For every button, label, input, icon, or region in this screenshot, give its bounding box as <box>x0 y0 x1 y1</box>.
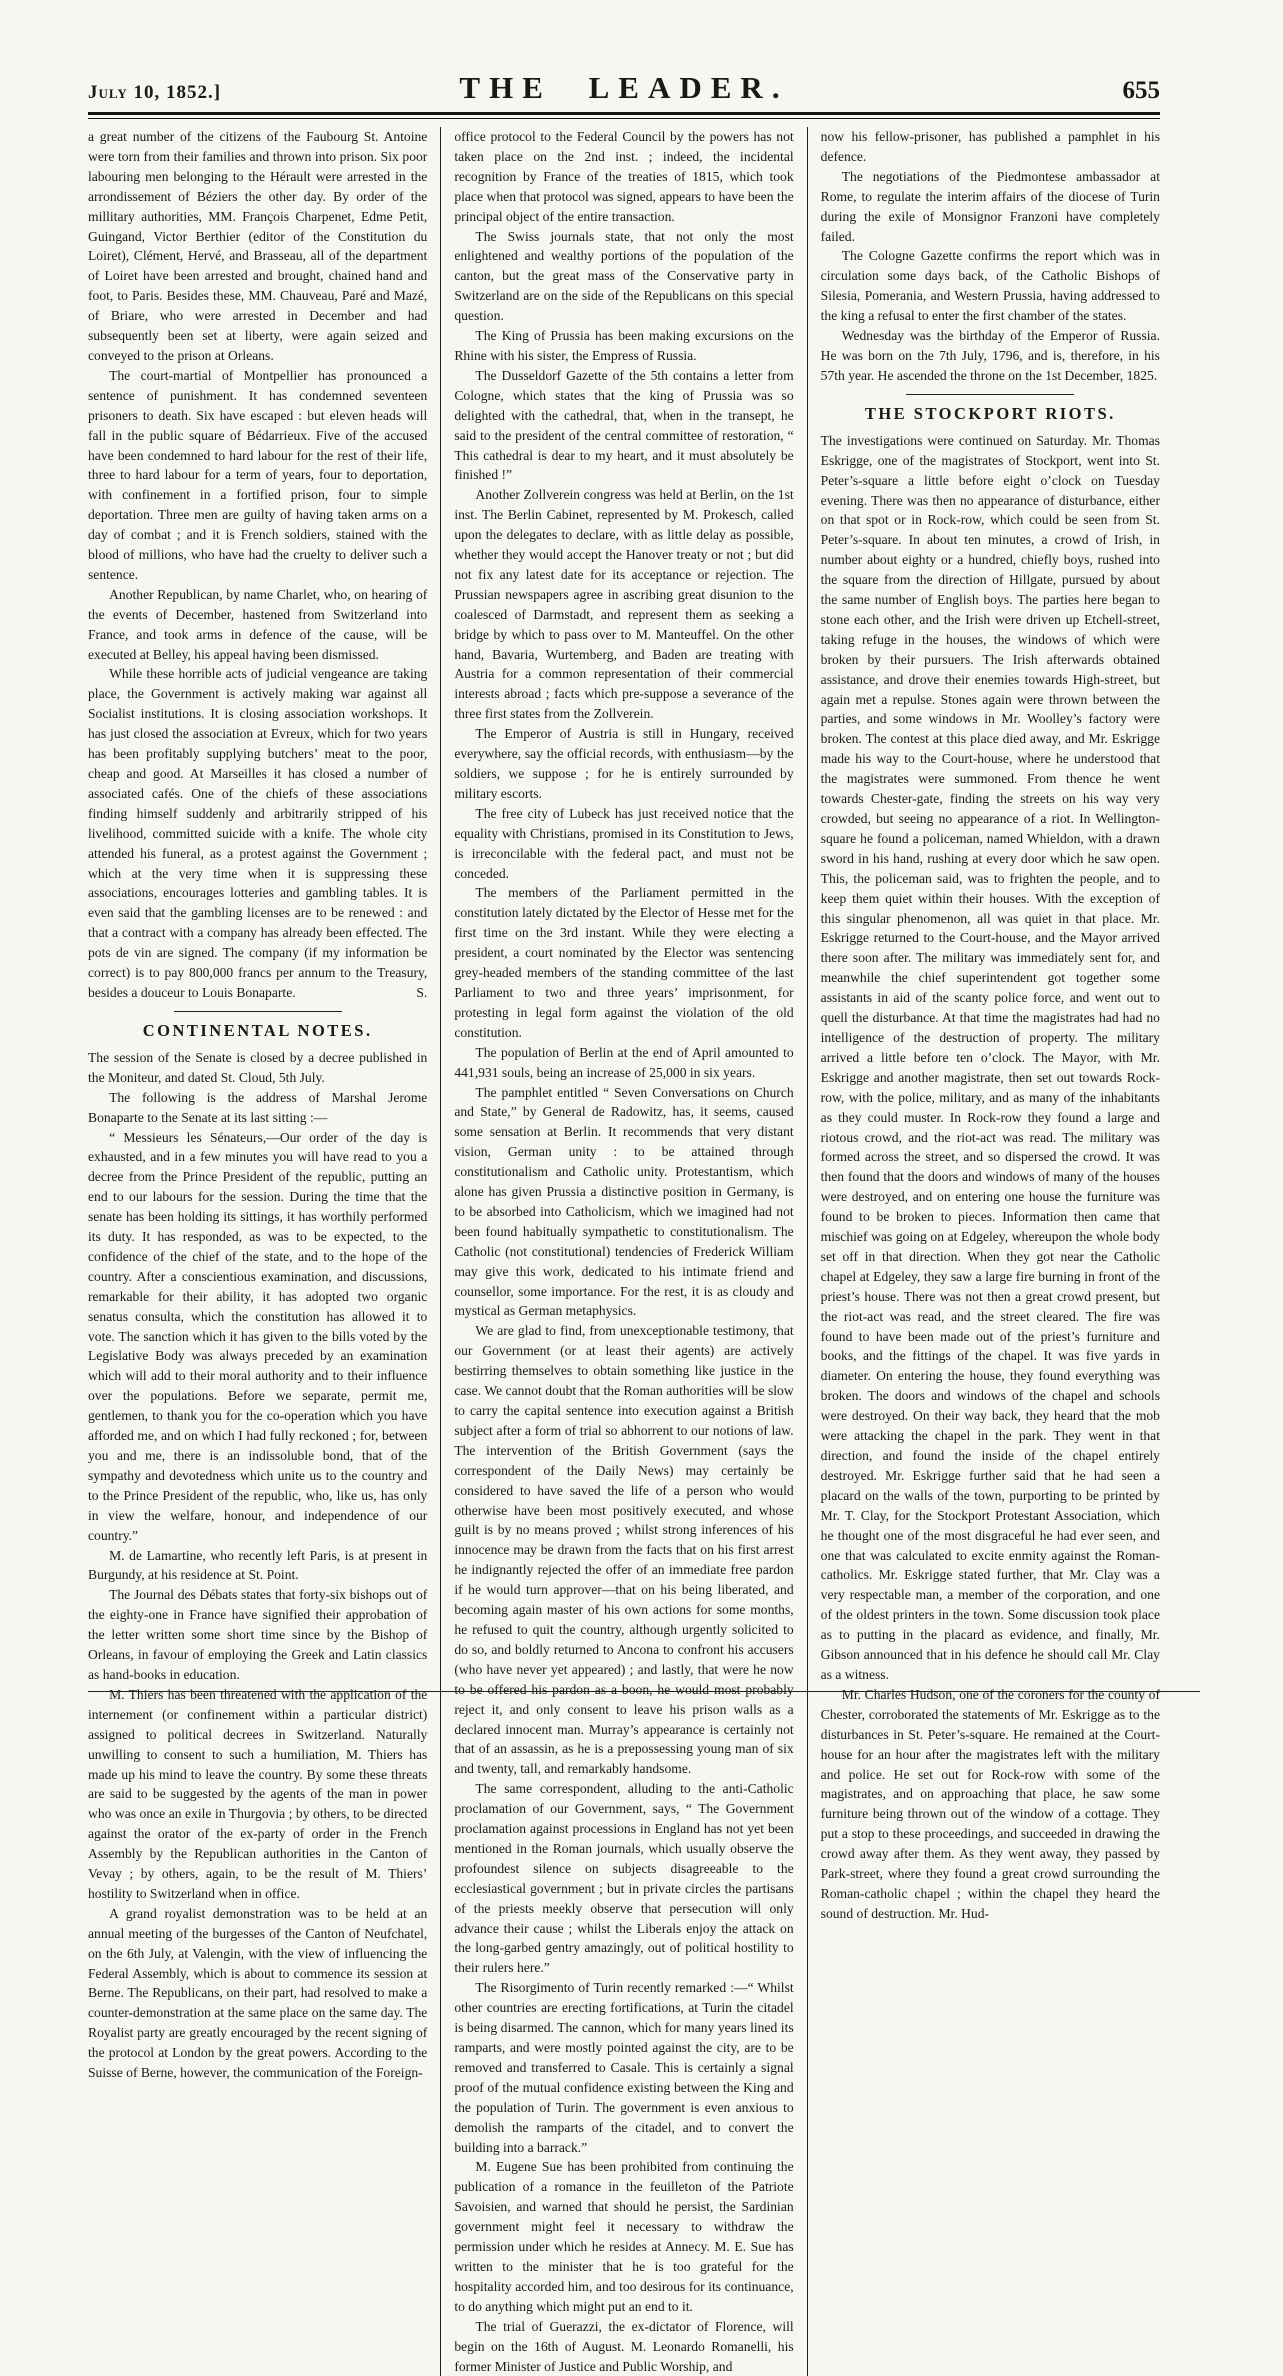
section-divider <box>906 394 1074 395</box>
paragraph-text: A grand royalist demonstration was to be held at an annual meeting of the burgesses of the Canton of Neufchatel, on the 6th July, at Valengin, with the view of influencing the Federal Assembly, which is about to commence its session at Berne. The Republicans, on their part, had resolved to make a counter-demonstration at the same place on the same day. The Royalist party are greatly encouraged by the recent signing of the protocol at London by the great powers. According to the Suisse of Berne, however, the communication of the Foreign- <box>88 1905 428 2081</box>
paragraph-text: The members of the Parliament permitted in the constitution lately dictated by the Elector of Hesse met for the first time on the 3rd instant. While they were electing a president, a court nominated by the Elector was sentencing grey-headed members of the standing committee of the last Parliament to two and three years’ imprisonment, for protesting in legal form against the violation of the old constitution. <box>454 885 794 1040</box>
article-paragraph <box>454 1779 793 1978</box>
article-paragraph <box>88 366 427 585</box>
article-paragraph <box>88 1685 427 1904</box>
paragraph-text: The free city of Lubeck has just received notice that the equality with Christians, promised in its Constitution to Jews, is irreconcilable with the federal pact, and must not be conceded. <box>454 805 794 881</box>
column-3 <box>807 127 1160 2376</box>
article-paragraph <box>454 366 793 485</box>
section-heading <box>821 404 1160 424</box>
article-paragraph <box>454 326 793 366</box>
column-1 <box>88 127 440 2376</box>
paragraph-text: The Dusseldorf Gazette of the 5th contains a letter from Cologne, which states that the king of Prussia was so delighted with the cathedral, that, when in the transept, he said to the president of the central committee of restoration, “ This cathedral is dear to my heart, and it must absolutely be finished !” <box>454 367 794 483</box>
columns-container <box>88 127 1160 2376</box>
paragraph-text: “ Messieurs les Sénateurs,—Our order of the day is exhausted, and in a few minutes you will have read to you a decree from the Prince President of the republic, putting an end to our labours for the session. During the time that the senate has been holding its sittings, it has worthily performed its duty. It has responded, as was to be expected, to the confidence of the chief of the state, and to the hope of the country. After a conscientious examination, and discussions, remarkable for their ability, it has adopted two organic senatus consulta, which the constitution has allowed it to vote. The sanction which it has given to the bills voted by the Legislative Body was always preceded by an examination which will add to their moral authority and to their influence over the populations. Before we separate, permit me, gentlemen, to thank you for the co-operation which you have afforded me, and on which I had fully reckoned ; for, between you and me, there is an indissoluble bond, that of the sympathy and devotedness which unite us to the country and to the Prince President of the republic, who, like us, has only in view the welfare, honour, and independence of our country.” <box>88 1129 428 1543</box>
paper-title: THE LEADER. <box>459 70 789 105</box>
article-paragraph <box>821 246 1160 326</box>
article-paragraph <box>454 883 793 1042</box>
paragraph-text: M. Thiers has been threatened with the application of the internement (or confinement within a particular district) assigned to political decrees in Switzerland. Naturally unwilling to consent to such a humiliation, M. Thiers has made up his mind to leave the country. By some these threats are said to be suggested by the agents of the man in power who was once an exile in Thurgovia ; by others, to be directed against the orator of the ex-party of order in the French Assembly by the Republican authorities in the Canton of Vevay ; by others, again, to be the result of M. Thiers’ hostility to Switzerland when in office. <box>88 1686 428 1901</box>
article-paragraph <box>821 326 1160 386</box>
article-paragraph <box>454 1043 793 1083</box>
paragraph-text: While these horrible acts of judicial vengeance are taking place, the Government is actively making war against all Socialist institutions. It is closing association workshops. It has just closed the association at Evreux, which for two years has been profitably supplying butchers’ meat to the poor, cheap and good. At Marseilles it has closed a number of associated cafés. One of the chiefs of these associations finding himself suddenly and arbitrarily stripped of his livelihood, committed suicide with a knife. The whole city attended his funeral, as a protest against the Government ; which at the very time when it is suppressing these associations, encourages lotteries and gambling tables. It is even said that the gambling licenses are to be renewed : and that a contract with a company has already been effected. The pots de vin are signed. The company (if my information be correct) is to pay 800,000 francs per annum to the Treasury, besides a douceur to Louis Bonaparte. <box>88 666 428 1000</box>
paragraph-text: We are glad to find, from unexceptionable testimony, that our Government (or at least their agents) are actively bestirring themselves to obtain something like justice in the case. We cannot doubt that the Roman authorities will be slow to carry the capital sentence into execution against a British subject after a form of trial so abhorrent to our notions of law. The intervention of the British Government (says the correspondent of the Daily News) may certainly be considered to have saved the life of a person who would otherwise have been most positively executed, and whose guilt is by no means proved ; whilst strong inferences of his innocence may be drawn from the facts that on his first arrest he indignantly rejected the offer of an immediate free pardon if he would turn approver—that on his being liberated, and becoming again master of his own actions for some months, he refused to quit the country, although urgently solicited to do so, and boldly returned to Ancona to confront his accusers (who have never yet appeared) ; and lastly, that were he now to be offered his pardon as a boon, he would most probably reject it, and only consent to leave his prison walls as a declared innocent man. Murray’s appearance is certainly not that of an assassin, as he is a prepossessing young man of six and twenty, tall, and remarkably handsome. <box>454 1323 794 1777</box>
author-initial: S. <box>416 984 428 1000</box>
paragraph-text: The negotiations of the Piedmontese ambassador at Rome, to regulate the interim affairs of the diocese of Turin during the exile of Monsignor Franzoni have completely failed. <box>820 168 1160 244</box>
article-paragraph <box>454 1321 793 1779</box>
paragraph-text: Another Zollverein congress was held at Berlin, on the 1st inst. The Berlin Cabinet, represented by M. Prokesch, called upon the delegates to declare, with as little delay as possible, whether they would accept the Hanover treaty or not ; but did not fix any latest date for its acceptance or rejection. The Prussian newspapers agree in ascribing great disunion to the coalesced of Darmstadt, and represent them as seeking a bridge by which to pass over to M. Manteuffel. On the other hand, Bavaria, Wurtemberg, and Baden are treating with Austria for a common representation of their commercial interests abroad ; facts which pre-suppose a severance of the three first states from the Zollverein. <box>454 487 794 722</box>
paragraph-text: The Emperor of Austria is still in Hungary, received everywhere, say the official records, with enthusiasm—by the soldiers, we suppose ; for he is entirely surrounded by military escorts. <box>454 726 794 801</box>
issue-date: July 10, 1852.] <box>88 82 222 103</box>
article-paragraph <box>821 1685 1160 1924</box>
paragraph-text: The Swiss journals state, that not only the most enlightened and wealthy portions of the population of the canton, but the great mass of the Conservative party in Switzerland are on the side of the Republicans on this special question. <box>454 228 794 324</box>
paragraph-text: Another Republican, by name Charlet, who, on hearing of the events of December, hastened from Switzerland into France, and took arms in defence of the cause, will be executed at Belley, his appeal having been dismissed. <box>88 586 428 662</box>
column-2 <box>440 127 806 2376</box>
article-paragraph <box>88 1088 427 1128</box>
article-paragraph <box>88 664 427 1002</box>
paragraph-text: a great number of the citizens of the Faubourg St. Antoine were torn from their families and thrown into prison. Six poor labouring men belonging to the Hérault were arrested in the arrondissement of Béziers the other day. By order of the millitary authorities, MM. François Charpenet, Edme Petit, Guingand, Victor Berthier (editor of the Constitution du Loiret), Clément, Hervé, and Brasseau, all of the department of Loiret have been arrested and brought, chained hand and foot, to Paris. Besides these, MM. Chauveau, Paré and Mazé, of Briare, who were arrested in December and had subsequently been set at liberty, were again seized and conveyed to the prison at Orleans. <box>88 129 428 363</box>
page-inner <box>88 0 1160 2376</box>
masthead-rule <box>88 112 1160 119</box>
paragraph-text: M. Eugene Sue has been prohibited from continuing the publication of a romance in the feuilleton of the Patriote Savoisien, and warned that should he persist, the Sardinian government might feel it necessary to withdraw the permission under which he resides at Annecy. M. E. Sue has written to the minister that he is too grateful for the hospitality accorded him, and too desirous for its continuance, to do anything which might put an end to it. <box>454 2159 794 2314</box>
article-paragraph <box>454 1978 793 2157</box>
paragraph-text: The investigations were continued on Saturday. Mr. Thomas Eskrigge, one of the magistrates of Stockport, went into St. Peter’s-square a little before eight o’clock on Tuesday evening. There was then no appearance of disturbance, either on that spot or in Rock-row, which could be seen from St. Peter’s-square. In about ten minutes, a crowd of Irish, in number about eighty or a hundred, chiefly boys, rushed into the square from the direction of Hillgate, pursued by about the same number of English boys. The parties here began to stone each other, and the Irish were driven up Etchell-street, taking refuge in the houses, the windows of which were broken by their pursuers. The Irish afterwards obtained assistance, and drove their enemies towards High-street, but again met a repulse. Stones again were thrown between the parties, and some windows in Mr. Woolley’s factory were broken. The contest at this place died away, and Mr. Eskrigge made his way to the Court-house, where he understood that the magistrates were summoned. From thence he went towards Chester-gate, finding the streets on his way very crowded, but seeing no appearance of a riot. In Wellington-square he found a policeman, named Whieldon, with a drawn sword in his hand, rushing at every door which he saw open. This, the policeman said, was to frighten the people, and to keep them quiet within their houses. With the exception of this singular phenomenon, all was quiet in that place. Mr. Eskrigge returned to the Court-house, and the Mayor arrived there soon after. The military was immediately sent for, and meanwhile the chief superintendent got together some assistants in aid of the scanty police force, and went out to quell the disturbance. At that time the magistrates had had no intelligence of the destruction of property. The military arrived a little before ten o’clock. The Mayor, with Mr. Eskrigge and another magistrate, then set out towards Rock-row, with the police, military, and as many of the inhabitants as they could muster. In Rock-row they found a large and riotous crowd, and the riot-act was read. The military was formed across the street, and so dispersed the crowd. It was then found that the doors and windows of many of the houses were destroyed, and on entering one house the furniture was found to be broken to pieces. Information then came that mischief was going on at Edgeley, whereupon the whole body set off in that direction. When they got near the Catholic chapel at Edgeley, they saw a large fire burning in front of the priest’s house. There was not then a great crowd present, but the riot-act was read, and the street cleared. The fire was found to have been made out of the priest’s furniture and books, and the fittings of the chapel. It was five yards in diameter. On entering the house, they found everything was broken. The doors and windows of the chapel and schools were destroyed. On their way back, they heard that the mob were attacking the chapel in the park. They went in that direction, and found the inside of the chapel entirely destroyed. Mr. Eskrigge further said that he had seen a placard on the walls of the town, purporting to be printed by Mr. T. Clay, for the Stockport Protestant Association, which he thought one of the most disgraceful he had ever seen, and one that was calculated to excite enmity against the Roman-catholics. Mr. Eskrigge stated further, that Mr. Clay was a very respectable man, a member of the corporation, and one of the oldest printers in the town. Some discussion took place as to putting in the placard as evidence, and finally, Mr. Gibson announced that in his defence he should call Mr. Clay as a witness. <box>820 432 1160 1682</box>
continuation-paragraph <box>454 127 793 227</box>
article-paragraph <box>821 167 1160 247</box>
continuation-paragraph <box>821 127 1160 167</box>
paragraph-text: M. de Lamartine, who recently left Paris, is at present in Burgundy, at his residence at St. Point. <box>88 1547 428 1583</box>
paragraph-text: The King of Prussia has been making excursions on the Rhine with his sister, the Empress of Russia. <box>454 328 794 363</box>
article-paragraph <box>88 1128 427 1546</box>
paragraph-text: The Journal des Débats states that forty-six bishops out of the eighty-one in France have signified their approbation of the letter written some short time since by the Bishop of Orleans, in favour of employing the Greek and Latin classics as hand-books in education. <box>88 1587 428 1682</box>
masthead <box>88 70 1160 106</box>
article-paragraph <box>88 1585 427 1685</box>
paragraph-text: The court-martial of Montpellier has pronounced a sentence of punishment. It has condemned seventeen prisoners to death. Six have escaped : but eleven heads will fall in the public square of Bédarrieux. Five of the accused have been condemned to hard labour for the rest of their life, three to hard labour for a term of years, four to deportation, with confinement in a fortified prison, four to simple deportation. Three men are guilty of having taken arms on a day of combat ; and it is French soldiers, stained with the blood of millions, who have had the cruelty to deliver such a sentence. <box>88 367 428 582</box>
paragraph-text: The trial of Guerazzi, the ex-dictator of Florence, will begin on the 16th of August. M. Leonardo Romanelli, his former Minister of Justice and Public Worship, and <box>454 2318 794 2374</box>
continuation-paragraph <box>88 127 427 366</box>
article-paragraph <box>88 585 427 665</box>
article-paragraph <box>454 804 793 884</box>
article-paragraph <box>454 485 793 724</box>
paragraph-text: THE STOCKPORT RIOTS. <box>864 403 1116 423</box>
article-paragraph <box>454 2317 793 2376</box>
page-number: 655 <box>1122 77 1160 104</box>
article-paragraph <box>88 1904 427 2083</box>
article-paragraph <box>454 2157 793 2316</box>
article-paragraph <box>821 431 1160 1685</box>
article-paragraph <box>454 227 793 327</box>
paragraph-text: The following is the address of Marshal Jerome Bonaparte to the Senate at its last sitting :— <box>88 1089 428 1125</box>
paragraph-text: now his fellow-prisoner, has published a pamphlet in his defence. <box>820 129 1160 164</box>
article-paragraph <box>454 724 793 804</box>
section-divider <box>174 1011 342 1012</box>
bottom-rule <box>88 1691 1200 1692</box>
article-paragraph <box>454 1083 793 1322</box>
paragraph-text: The pamphlet entitled “ Seven Conversations on Church and State,” by General de Radowitz, has, it seems, caused some sensation at Berlin. It recommends that very distant vision, German unity : to be attained through constitutionalism and Catholic unity. Protestantism, which alone has given Prussia a distinctive position in Germany, is to be absorbed into Catholicism, which we imagined had not been found habitually sympathetic to constitutionalism. The Catholic (not constitutional) tendencies of Frederick William may give this work, dedicated to his intimate friend and counsellor, some importance. For the rest, it is as cloudy and mystical as German metaphysics. <box>454 1084 794 1319</box>
paragraph-text: office protocol to the Federal Council by the powers has not taken place on the 2nd inst. ; indeed, the incidental recognition by France of the treaties of 1815, which took place when that protocol was signed, appears to have been the principal object of the entire transaction. <box>454 129 794 224</box>
article-paragraph <box>88 1048 427 1088</box>
paragraph-text: Wednesday was the birthday of the Emperor of Russia. He was born on the 7th July, 1796, and is, therefore, in his 57th year. He ascended the throne on the 1st December, 1825. <box>820 328 1160 383</box>
paragraph-text: The Risorgimento of Turin recently remarked :—“ Whilst other countries are erecting fortifications, at Turin the citadel is being disarmed. The cannon, which for many years lined its ramparts, and were mostly pointed against the city, are to be removed and transferred to Casale. This is certainly a signal proof of the mutual confidence existing between the King and the population of Turin. The government is even anxious to demolish the ramparts of the citadel, and to convert the building into a barrack.” <box>454 1980 794 2155</box>
paragraph-text: The same correspondent, alluding to the anti-Catholic proclamation of our Government, says, “ The Government proclamation against processions in England has not yet been mentioned in the Roman journals, which usually observe the profoundest silence on subjects disagreeable to the ecclesiastical government ; but in private circles the partisans of the priests meekly observe that persecution will only advance their cause ; whilst the Liberals enjoy the attack on the long-garbed gentry amazingly, out of political hostility to their rulers here.” <box>454 1781 794 1976</box>
paragraph-text: The Cologne Gazette confirms the report which was in circulation some days back, of the Catholic Bishops of Silesia, Pomerania, and Western Prussia, having addressed to the king a refusal to enter the first chamber of the states. <box>820 248 1160 324</box>
article-paragraph <box>88 1546 427 1586</box>
paragraph-text: Mr. Charles Hudson, one of the coroners for the county of Chester, corroborated the statements of Mr. Eskrigge as to the disturbances in St. Peter’s-square. He remained at the Court-house for an hour after the magistrates left with the military and police. He set out for Rock-row with some of the magistrates, and on approaching that place, he saw some furniture being thrown out of the window of a cottage. They put a stop to these proceedings, and succeeded in drawing the crowd away after them. As they went away, they passed by Park-street, where they found a great crowd surrounding the Roman-catholic chapel ; within the chapel they heard the sound of destruction. Mr. Hud- <box>820 1686 1160 1921</box>
paragraph-text: The population of Berlin at the end of April amounted to 441,931 souls, being an increase of 25,000 in six years. <box>454 1044 794 1080</box>
paragraph-text: CONTINENTAL NOTES. <box>142 1020 373 1040</box>
paragraph-text: The session of the Senate is closed by a decree published in the Moniteur, and dated St. Cloud, 5th July. <box>88 1049 428 1085</box>
section-heading <box>88 1021 427 1041</box>
